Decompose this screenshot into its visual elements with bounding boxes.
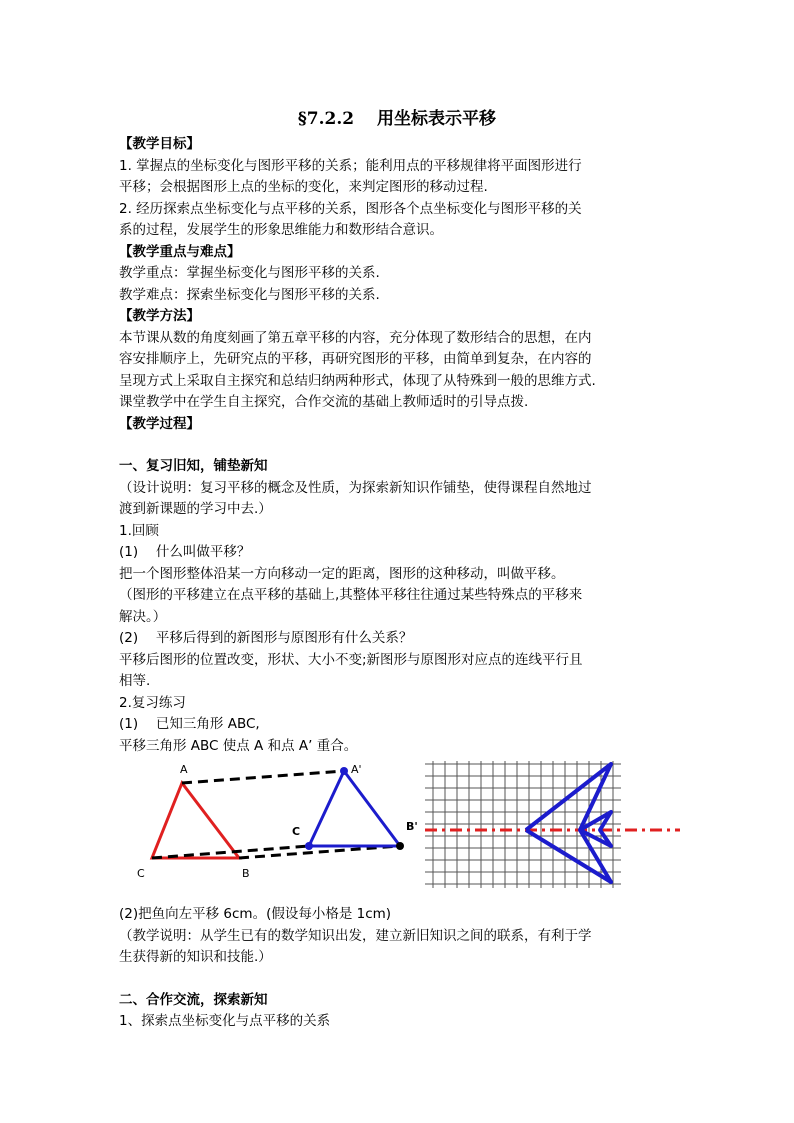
section-heading-process: 【教学过程】 xyxy=(119,415,200,432)
paragraph: 平移三角形 ABC 使点 A 和点 A’ 重合。 xyxy=(119,737,358,754)
page-title: §7.2.2 用坐标表示平移 xyxy=(297,109,497,129)
paragraph: 解决。） xyxy=(119,608,167,625)
paragraph: (2)把鱼向左平移 6cm。(假设每小格是 1cm) xyxy=(119,906,392,922)
paragraph: 把一个图形整体沿某一方向移动一定的距离，图形的这种移动，叫做平移。 xyxy=(119,565,565,582)
paragraph: 2. 经历探索点坐标变化与点平移的关系，图形各个点坐标变化与图形平移的关 xyxy=(119,200,582,217)
section-heading-methods: 【教学方法】 xyxy=(119,308,200,324)
paragraph: 1、探索点坐标变化与点平移的关系 xyxy=(119,1013,331,1029)
paragraph: 渡到新课题的学习中去.） xyxy=(119,501,272,517)
paragraph: 教学难点：探索坐标变化与图形平移的关系. xyxy=(119,286,380,303)
paragraph: （设计说明：复习平移的概念及性质，为探索新知识作铺垫，使得课程自然地过 xyxy=(119,479,592,496)
paragraph: （教学说明：从学生已有的数学知识出发，建立新旧知识之间的联系，有利于学 xyxy=(119,927,592,944)
label-b: B xyxy=(242,867,250,880)
label-c-prime: C xyxy=(292,825,301,838)
paragraph: 系的过程，发展学生的形象思维能力和数形结合意识。 xyxy=(119,222,443,238)
section-heading-objectives: 【教学目标】 xyxy=(119,136,200,152)
fish-body xyxy=(526,764,611,882)
paragraph: 课堂教学中在学生自主探究，合作交流的基础上教师适时的引导点拨. xyxy=(119,394,529,410)
paragraph: 1. 掌握点的坐标变化与图形平移的关系；能利用点的平移规律将平面图形进行 xyxy=(119,157,582,174)
label-c: C xyxy=(137,867,145,880)
fish-grid-figure xyxy=(0,761,794,904)
part2-heading: 二、合作交流，探索新知 xyxy=(119,991,268,1008)
paragraph: 呈现方式上采取自主探究和总结归纳两种形式，体现了从特殊到一般的思维方式. xyxy=(119,372,596,389)
paragraph: (2) 平移后得到的新图形与原图形有什么关系？ xyxy=(119,630,413,646)
label-a: A xyxy=(180,763,188,776)
paragraph: 平移后图形的位置改变，形状、大小不变;新图形与原图形对应点的连线平行且 xyxy=(119,651,583,668)
document-body xyxy=(119,134,679,1033)
paragraph: 容安排顺序上，先研究点的平移，再研究图形的平移，由简单到复杂，在内容的 xyxy=(119,351,592,367)
figures-row xyxy=(119,761,679,904)
paragraph: 1.回顾 xyxy=(119,522,159,539)
paragraph: (1) 已知三角形 ABC, xyxy=(119,716,260,732)
paragraph: 平移；会根据图形上点的坐标的变化，来判定图形的移动过程. xyxy=(119,179,488,195)
label-b-prime: B' xyxy=(406,820,418,833)
label-a-prime: A' xyxy=(351,763,362,776)
paragraph: 相等. xyxy=(119,673,151,689)
paragraph: (1) 什么叫做平移？ xyxy=(119,544,251,560)
paragraph: （图形的平移建立在点平移的基础上,其整体平移往往通过某些特殊点的平移来 xyxy=(119,587,583,603)
section-heading-key-points: 【教学重点与难点】 xyxy=(119,243,241,260)
paragraph: 2.复习练习 xyxy=(119,694,186,711)
paragraph: 本节课从数的角度刻画了第五章平移的内容，充分体现了数形结合的思想，在内 xyxy=(119,329,592,346)
part1-heading: 一、复习旧知，铺垫新知 xyxy=(119,458,268,474)
paragraph: 生获得新的知识和技能.） xyxy=(119,949,272,965)
paragraph: 教学重点：掌握坐标变化与图形平移的关系. xyxy=(119,265,380,281)
